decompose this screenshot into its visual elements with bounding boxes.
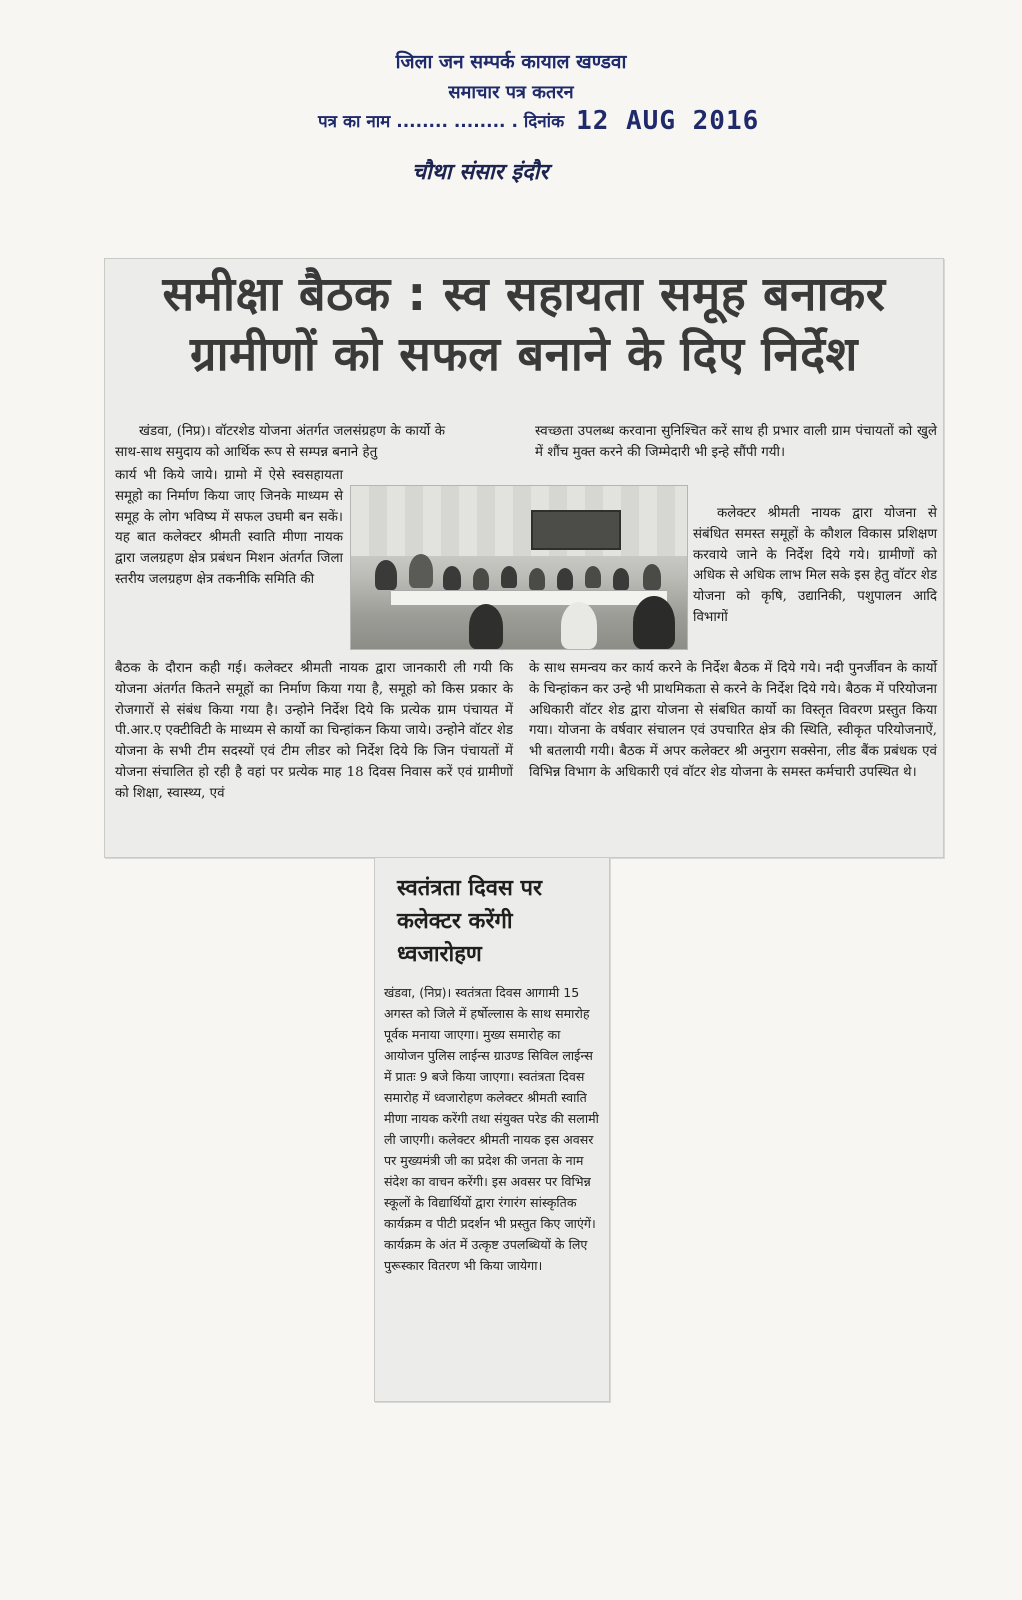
article-text-right-side: कलेक्टर श्रीमती नायक द्वारा योजना से संबंधित समस्त समूहों के कौशल विकास प्रशिक्षण करवाये जाने के निर्देश दिये गये। ग्रामीणों को अधिक से अधिक लाभ मिल सके इस हेतु वॉटर शेड योजना को कृषि, उद्यानिकी, पशुपालन आदि विभागों <box>693 506 937 625</box>
date-label: . दिनांक <box>511 112 565 132</box>
headline-line-1: समीक्षा बैठक : स्व सहायता समूह बनाकर <box>162 267 886 322</box>
article-text-right-top: स्वच्छता उपलब्ध करवाना सुनिश्चित करें साथ ही प्रभार वाली ग्राम पंचायतों को खुले में शौंच मुक्त करने की जिम्मेदारी भी इन्हे सौंपी गयी। <box>535 424 937 460</box>
main-article-clipping <box>104 258 944 858</box>
main-headline <box>115 265 933 385</box>
paper-date-line <box>318 106 759 136</box>
newspaper-name: चौथा संसार इंदौर <box>412 160 549 185</box>
headline-line-2: ग्रामीणों को सफल बनाने के दिए निर्देश <box>189 327 858 382</box>
article-text-left-side: कार्य भी किये जाये। ग्रामो में ऐसे स्वसहायता समूहो का निर्माण किया जाए जिनके माध्यम से समूह के लोग भविष्य में सफल उघमी बन सकें। यह बात कलेक्टर श्रीमती स्वाति मीणा नायक द्वारा जलग्रहण क्षेत्र प्रबंधन मिशन अंतर्गत जिला स्तरीय जलग्रहण क्षेत्र तकनीकि समिति की <box>115 468 343 587</box>
office-name: जिला जन सम्पर्क कायाल खण्डवा <box>395 51 627 73</box>
date-stamp: 12 AUG 2016 <box>576 106 760 136</box>
meeting-photo <box>350 485 688 650</box>
side-article-clipping <box>374 857 610 1402</box>
article-text-left-top: खंडवा, (निप्र)। वॉटरशेड योजना अंतर्गत जलसंग्रहण के कार्यो के साथ-साथ समुदाय को आर्थिक रूप से सम्पन्न बनाने हेतु <box>115 424 445 460</box>
clipping-label: समाचार पत्र कतरन <box>448 82 574 103</box>
article-text-left-bottom: बैठक के दौरान कही गई। कलेक्टर श्रीमती नायक द्वारा जानकारी ली गयी कि योजना अंतर्गत कितने समूहों का निर्माण किया गया है, समूहो को किस प्रकार के रोजगारों से संबंध किया गया है। उन्होने निर्देश दिये कि प्रत्येक ग्राम पंचायत में पी.आर.ए एक्टीविटी के माध्यम से कार्यो का चिन्हांकन किया जाये। उन्होने वॉटर शेड योजना के सभी टीम सदस्यों एवं टीम लीडर को निर्देश दिये कि जिन पंचायतों में योजना संचालित हो रही है वहां पर प्रत्येक माह 18 दिवस निवास करें एवं ग्रामीणों को शिक्षा, स्वास्थ्य, एवं <box>115 661 513 801</box>
side-headline: स्वतंत्रता दिवस पर कलेक्टर करेंगी ध्वजारोहण <box>397 876 543 967</box>
article-text-right-bottom: के साथ समन्वय कर कार्य करने के निर्देश बैठक में दिये गये। नदी पुनर्जीवन के कार्यो के चिन्हांकन कर उन्हे भी प्राथमिकता से करने के निर्देश दिये गये। बैठक में परियोजना अधिकारी वॉटर शेड द्वारा योजना से संबधित कार्यो का विस्तृत विवरण प्रस्तुत किया गया। योजना के वर्षवार संचालन एवं उपचारित क्षेत्र की स्थिति, स्वीकृत परियोजनाऐं, भी बतलायी गयी। बैठक में अपर कलेक्टर श्री अनुराग सक्सेना, लीड बैंक प्रबंधक एवं विभिन्न विभाग के अधिकारी एवं वॉटर शेड योजना के समस्त कर्मचारी उपस्थित थे। <box>529 661 937 780</box>
paper-name-label: पत्र का नाम ........ ........ <box>318 112 506 132</box>
side-article-text: खंडवा, (निप्र)। स्वतंत्रता दिवस आगामी 15 अगस्त को जिले में हर्षोल्लास के साथ समारोह पूर्वक मनाया जाएगा। मुख्य समारोह का आयोजन पुलिस लाईन्स ग्राउण्ड सिविल लाईन्स में प्रातः 9 बजे किया जाएगा। स्वतंत्रता दिवस समारोह में ध्वजारोहण कलेक्टर श्रीमती स्वाति मीणा नायक करेंगी तथा संयुक्त परेड की सलामी ली जाएगी। कलेक्टर श्रीमती नायक इस अवसर पर मुख्यमंत्री जी का प्रदेश की जनता के नाम संदेश का वाचन करेंगी। इस अवसर पर विभिन्न स्कूलों के विद्यार्थियों द्वारा रंगारंग सांस्कृतिक कार्यक्रम व पीटी प्रदर्शन भी प्रस्तुत किए जाएंगें। कार्यक्रम के अंत में उत्कृष्ट उपलब्धियों के लिए पुरूस्कार वितरण भी किया जायेगा। <box>384 985 599 1273</box>
wall-painting-icon <box>531 510 621 550</box>
